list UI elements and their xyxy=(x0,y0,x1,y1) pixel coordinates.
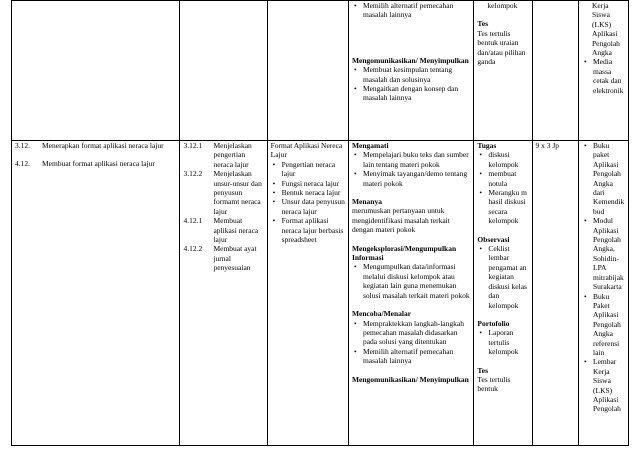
syllabus-table xyxy=(11,0,629,446)
spacer xyxy=(352,235,470,244)
spacer xyxy=(352,47,470,56)
list-item: • Menyimak tayangan/demo tentang materi pokok xyxy=(363,169,470,188)
numbered-item xyxy=(183,169,263,216)
sumber-cell xyxy=(578,1,628,141)
list-item: • diskusi kelompok xyxy=(488,150,528,169)
list-item: • Lembar Kerja Siswa (LKS) Aplikasi Pengolah xyxy=(593,357,625,413)
numbered-item xyxy=(15,159,176,168)
waktu-cell xyxy=(532,141,578,446)
list-item: • Buku Paket Aplikasi Pengolah Angka referensi lain xyxy=(593,292,625,358)
kd-cell xyxy=(12,1,180,141)
kegiatan-cell xyxy=(348,1,473,141)
sumber-cell xyxy=(578,141,628,446)
section-heading: Portofolio xyxy=(477,318,510,328)
table-row xyxy=(12,1,629,141)
list-item: • Laporan tertulis kelompok xyxy=(488,328,528,356)
list-item: • Unsur data penyusun neraca lajur xyxy=(282,197,345,216)
section-heading: Mengomunikasikan/ Menyimpulkan xyxy=(351,374,469,384)
list-item: • Fungsi neraca lajur xyxy=(282,179,345,188)
list-item: • Buku paket Aplikasi Pengolah Angka dari Kemendik bud xyxy=(593,141,625,216)
kegiatan-cell xyxy=(348,141,473,446)
item-text: Menjelaskan unsur-unsur dan penyusun formamt neraca lajur xyxy=(213,169,262,216)
section-heading: Tes xyxy=(477,19,488,29)
item-text: Menjelaskan pengertian neraca lajur xyxy=(213,141,252,169)
list-item: • Format aplikasi neraca lajur berbasis spreadsheet xyxy=(282,216,345,244)
bullet-list xyxy=(352,319,470,366)
bullet-list xyxy=(582,57,625,95)
spacer xyxy=(352,38,470,47)
bullet-list xyxy=(271,160,345,245)
text-line: Kerja Siswa (LKS) Aplikasi Pengolah Angka xyxy=(591,1,620,58)
bullet-list xyxy=(477,328,528,356)
list-item: • Mempelajari buku teks dan sumber lain tentang materi pokok xyxy=(363,150,470,169)
list-item: • Memilih alternatif pemecahan masalah lainnya xyxy=(363,1,470,20)
list-item: • Pengertian neraca lajur xyxy=(282,160,345,179)
spacer xyxy=(477,10,528,19)
text-line: Tes tertulis bentuk xyxy=(477,374,511,394)
materi-cell xyxy=(267,141,348,446)
spacer xyxy=(352,20,470,29)
section-heading: Mengomunikasikan/ Menyimpulkan xyxy=(351,55,469,65)
item-text: Membuat format aplikasi neraca lajur xyxy=(42,159,155,169)
waktu-text: 9 x 3 Jp xyxy=(535,141,560,150)
penilaian-cell xyxy=(474,141,532,446)
spacer xyxy=(352,29,470,38)
spacer xyxy=(352,366,470,375)
list-item: • Mengumpulkan data/informasi melalui diskusi kelompok atau kegiatan lain guna menemukan solusi masalah terkait materi pokok xyxy=(363,262,470,300)
bullet-list xyxy=(352,150,470,188)
materi-cell xyxy=(267,1,348,141)
spacer xyxy=(477,357,528,366)
list-item: • Media massa cetak dan elektronik xyxy=(593,57,625,95)
text-line: Format Aplikasi Nereca Lajur xyxy=(270,141,343,160)
section-heading: Tes xyxy=(477,365,488,375)
section-heading: Menanya xyxy=(351,197,382,207)
item-text: Menerapkan format aplikasi neraca lajur xyxy=(42,141,164,150)
section-heading: Mencoba/Menalar xyxy=(351,309,412,319)
item-number: 4.12.1 xyxy=(183,216,203,226)
item-number: 4.12. xyxy=(15,159,30,169)
list-item: • Merangku m hasil diskusi secara kelompok xyxy=(488,188,528,226)
list-item: • Membuat kesimpulan tentang masalah dan solusinya xyxy=(363,65,470,84)
section-heading: Observasi xyxy=(477,234,510,244)
list-item: • Mempraktekkan langkah-langkah pemecahan masalah didasarkan pada solusi yang ditentukan xyxy=(363,319,470,347)
text-line: merumuskan pertanyaan untuk mengidentifikasi masalah terkait dengan materi pokok xyxy=(351,206,450,235)
bullet-list xyxy=(352,65,470,103)
list-item: • membuat notula xyxy=(488,169,528,188)
indikator-cell xyxy=(180,1,267,141)
list-item: • Ceklist lembar pengamat an kegiatan diskusi kelas dan kelompok xyxy=(488,244,528,310)
bullet-list xyxy=(582,141,625,414)
item-number: 3.12.2 xyxy=(183,169,203,179)
spacer xyxy=(477,226,528,235)
bullet-list xyxy=(477,150,528,225)
list-item: • Mengaitkan dengan konsep dan masalah lainnya xyxy=(363,84,470,103)
section-heading: Mengamati xyxy=(351,141,389,150)
numbered-item xyxy=(183,216,263,244)
item-text: Membuat aplikasi neraca lajur xyxy=(213,216,259,245)
numbered-item xyxy=(15,141,176,150)
penilaian-cell xyxy=(474,1,532,141)
item-number: 4.12.2 xyxy=(183,244,203,254)
spacer xyxy=(352,188,470,197)
text-line: Tes tertulis bentuk uraian dan/atau pilihan ganda xyxy=(477,28,526,67)
indikator-cell xyxy=(180,141,267,446)
bullet-list xyxy=(352,262,470,300)
numbered-item xyxy=(183,244,263,272)
waktu-cell xyxy=(532,1,578,141)
numbered-item xyxy=(183,141,263,169)
bullet-list xyxy=(477,244,528,310)
section-heading: Tugas xyxy=(477,141,497,150)
spacer xyxy=(352,300,470,309)
item-number: 3.12.1 xyxy=(183,141,203,150)
table-row xyxy=(12,141,629,446)
item-text: Membuat ayat jurnal penyesuaian xyxy=(213,244,257,273)
list-item: • Memilih alternatif pemecahan masalah lainnya xyxy=(363,347,470,366)
list-item: • Modul Aplikasi Pengolah Angka, Sohidin-LPA mitrabijak Surakarta xyxy=(593,216,625,291)
section-heading: Mengeksplorasi/Mengumpulkan Informasi xyxy=(351,243,457,263)
list-item: • Bentuk neraca lajur xyxy=(282,188,345,197)
bullet-list xyxy=(352,1,470,20)
item-number: 3.12. xyxy=(15,141,30,150)
spacer xyxy=(477,310,528,319)
text-line: kelompok xyxy=(487,1,518,10)
kd-cell xyxy=(12,141,180,446)
